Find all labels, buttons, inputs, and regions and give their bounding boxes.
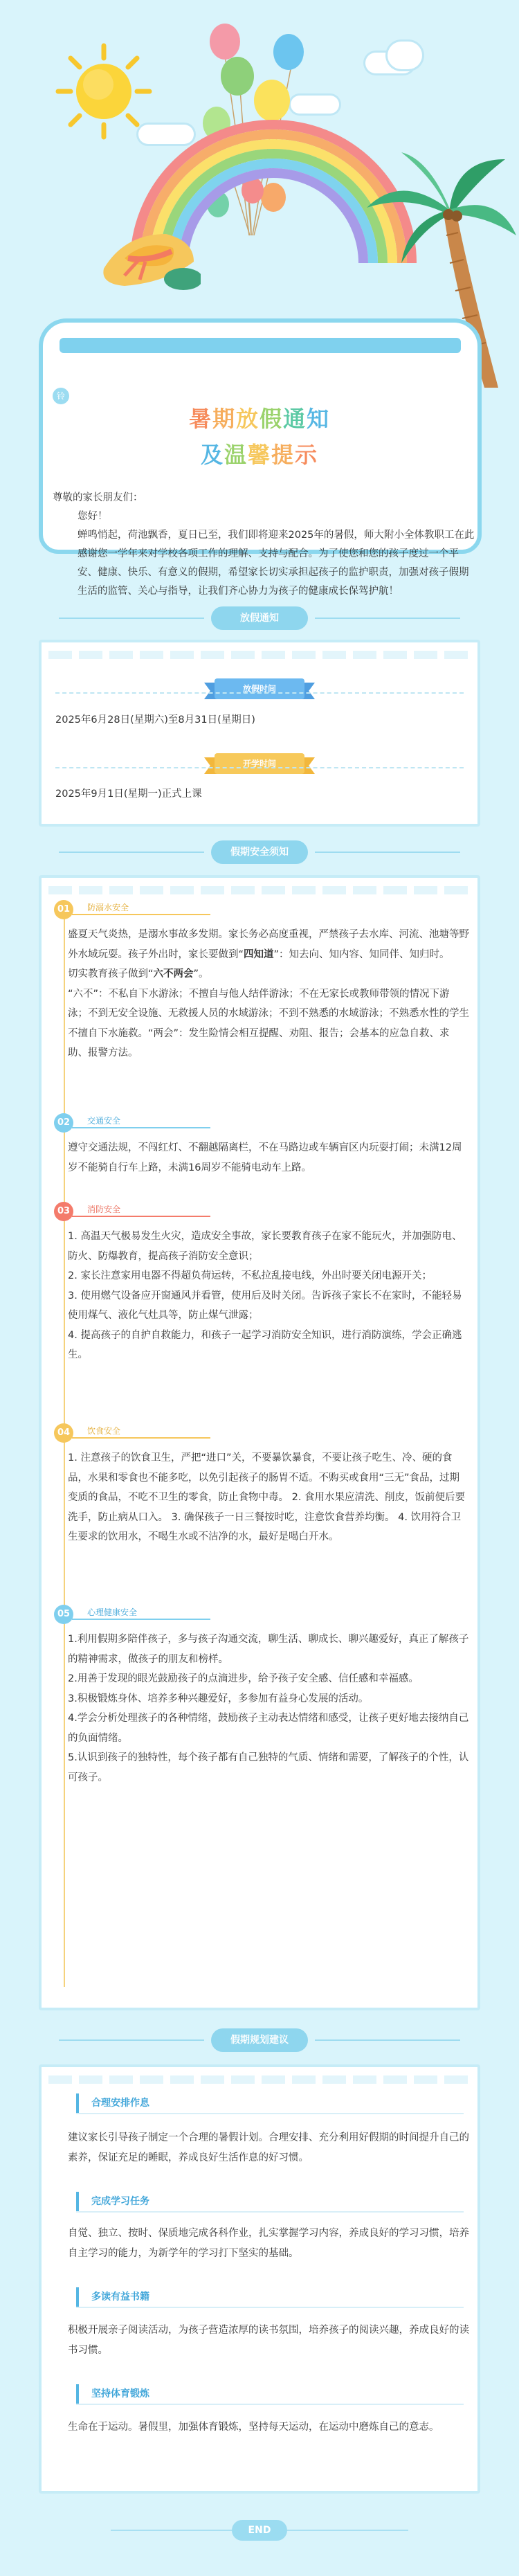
text: 2. 家长注意家用电器不得超负荷运转，不私拉乱接电线，外出时要关闭电源开关；: [68, 1270, 432, 1281]
plan-tag: 多读有益书籍: [76, 2287, 221, 2307]
bell-icon: 铃: [53, 388, 69, 404]
text: 4.学会分析处理孩子的各种情绪，鼓励孩子主动表达情绪和感受，让孩子更好地去接纳自己的负面情绪。: [68, 1713, 469, 1744]
text: 1.利用假期多陪伴孩子，多与孩子沟通交流，聊生活、聊成长、聊兴趣爱好，真正了解孩子的精神需求，做孩子的朋友和榜样。: [68, 1634, 469, 1665]
item-number: 03: [54, 1202, 73, 1221]
hello: 您好！: [78, 511, 108, 522]
plan-tag-line: [76, 2404, 464, 2405]
text: 2.用善于发现的眼光鼓励孩子的点滴进步，给予孩子安全感、信任感和幸福感。: [68, 1673, 419, 1684]
timeline-line: [64, 907, 65, 1987]
hat-icon: [97, 220, 201, 296]
title-char: 示: [295, 442, 319, 468]
text: 5.认识到孩子的独特性，每个孩子都有自己独特的气质、情绪和需要，了解孩子的个性，认可孩子。: [68, 1752, 469, 1783]
text: 1. 高温天气极易发生火灾，造成安全事故，家长要教育孩子在家不能玩火，并加强防电、防火、防爆教育，提高孩子消防安全意识；: [68, 1231, 462, 1262]
text-bold: 六不两会: [153, 969, 194, 980]
holiday-time-text: 2025年6月28日(星期六)至8月31日(星期日): [55, 714, 255, 726]
plan-tag: 完成学习任务: [76, 2192, 221, 2211]
dashed-line: [55, 692, 464, 694]
item-title: 饮食安全: [72, 1423, 210, 1439]
plan-tag: 坚持体育锻炼: [76, 2384, 221, 2404]
item-title: 防溺水安全: [72, 900, 210, 915]
text: 3.积极锻炼身体、培养多种兴趣爱好，多参加有益身心发展的活动。: [68, 1693, 369, 1704]
item-title: 消防安全: [72, 1202, 210, 1217]
text-bold: 四知道: [244, 948, 274, 960]
text: 盛夏天气炎热，是溺水事故多发期。家长务必高度重视，严禁孩子去水库、河流、池塘等野外水域玩耍。孩子外出时，家长要做到“: [68, 929, 469, 960]
fire-text: [68, 1227, 469, 1365]
ribbon-label: 开学时间: [242, 759, 276, 768]
cloud-icon: [388, 42, 422, 69]
title-char: 期: [212, 406, 236, 432]
intro-body: 蝉鸣悄起，荷池飘香，夏日已至，我们即将迎来2025年的暑假，师大附小全体教职工在此感谢您一学年来对学校各项工作的理解、支持与配合。为了使您和您的孩子度过一个平安、健康、快乐、有意义的假期，希望家长切实承担起孩子的监护职责，加强对孩子假期生活的监管、关心与指导，让我们齐心协力为孩子的健康成长保驾护航！: [78, 530, 475, 597]
text: 3. 使用燃气设备应开窗通风并看管，使用后及时关闭。告诉孩子家长不在家时，不能轻易使用煤气、液化气灶具等，防止煤气泄露；: [68, 1290, 462, 1321]
card-ribbon: [60, 338, 461, 353]
ribbon-label: 放假时间: [242, 684, 276, 694]
item-number: 02: [54, 1113, 73, 1133]
section-pill-holiday: 放假通知: [211, 606, 308, 630]
item-number: 01: [54, 900, 73, 919]
plan-text: 建议家长引导孩子制定一个合理的暑假计划。合理安排、充分利用好假期的时间提升自己的素养，保证充足的睡眠，养成良好生活作息的好习惯。: [68, 2132, 469, 2163]
plan-tag-line: [76, 2307, 464, 2308]
school-time-text: 2025年9月1日(星期一)正式上课: [55, 789, 202, 800]
section-pill-plan: 假期规划建议: [211, 2028, 308, 2052]
title-char: 暑: [188, 406, 212, 432]
end-badge: END: [232, 2520, 287, 2541]
drowning-text: [68, 925, 469, 1063]
plan-tag: 合理安排作息: [76, 2093, 221, 2113]
section-pill-safety: 假期安全须知: [211, 840, 308, 864]
item-number: 04: [54, 1423, 73, 1443]
mind-text: [68, 1630, 469, 1787]
title-char: 假: [260, 406, 284, 432]
item-title: 心理健康安全: [72, 1605, 210, 1620]
plan-text: 自觉、独立、按时、保质地完成各科作业，扎实掌握学习内容，养成良好的学习习惯，培养自主学习的能力，为新学年的学习打下坚实的基础。: [68, 2228, 469, 2259]
text: “六不”：不私自下水游泳；不擅自与他人结伴游泳；不在无家长或教师带领的情况下游泳；不到无安全设施、无救援人员的水域游泳；不到不熟悉的水域游泳；不熟悉水性的学生不擅自下水施救。“两会”：发生险情会相互提醒、劝阻、报告；会基本的应急自救、求助、报警方法。: [68, 988, 469, 1059]
title-char: 放: [235, 406, 260, 432]
title-char: 知: [307, 406, 331, 432]
text: 4. 提高孩子的自护自救能力，和孩子一起学习消防安全知识，进行消防演练，学会正确逃生。: [68, 1329, 462, 1360]
ribbon-holiday-time: [204, 678, 315, 699]
dashed-line: [55, 767, 464, 768]
text: ”：知去向、知内容、知同伴、知归时。: [273, 948, 450, 960]
title-char: 及: [200, 442, 224, 468]
plan-tag-line: [76, 2113, 464, 2114]
page-title: [0, 402, 519, 433]
decor-dots: [48, 886, 471, 894]
decor-dots: [48, 2075, 471, 2084]
title-char: 温: [224, 442, 248, 468]
decor-dots: [48, 651, 471, 659]
ribbon-school-time: [204, 753, 315, 774]
title-char: 通: [283, 406, 307, 432]
plan-tag-line: [76, 2211, 464, 2213]
title-char: 馨: [247, 442, 271, 468]
traffic-text: 遵守交通法规，不闯红灯、不翻越隔离栏，不在马路边或车辆盲区内玩耍打闹；未满12周岁不能骑自行车上路，未满16周岁不能骑电动车上路。: [68, 1142, 462, 1173]
food-text: 1. 注意孩子的饮食卫生，严把“进口”关，不要暴饮暴食，不要让孩子吃生、冷、硬的食品，水果和零食也不能多吃，以免引起孩子的肠胃不适。不购买或食用“三无”食品，过期变质的食品，不吃不卫生的零食，防止食物中毒。 2. 食用水果应清洗、削皮，饭前便后要洗手，防止病从口入。 3. 确保孩子一日三餐按时吃，注意饮食营养均衡。 4. 饮用符合卫生要求的饮用水，不喝生水或不洁净的水，最好是喝白开水。: [68, 1452, 466, 1542]
plan-text: 生命在于运动。暑假里，加强体育锻炼，坚持每天运动，在运动中磨炼自己的意志。: [68, 2422, 439, 2433]
text: 切实教育孩子做到“: [68, 969, 154, 980]
title-char: 提: [271, 442, 295, 468]
text: ”。: [193, 969, 209, 980]
intro-letter: [53, 489, 475, 601]
greeting: 尊敬的家长朋友们：: [53, 492, 143, 503]
item-title: 交通安全: [72, 1113, 210, 1128]
plan-text: 积极开展亲子阅读活动，为孩子营造浓厚的读书氛围，培养孩子的阅读兴趣，养成良好的读书习惯。: [68, 2325, 469, 2356]
item-number: 05: [54, 1605, 73, 1624]
page-subtitle: [0, 438, 519, 469]
